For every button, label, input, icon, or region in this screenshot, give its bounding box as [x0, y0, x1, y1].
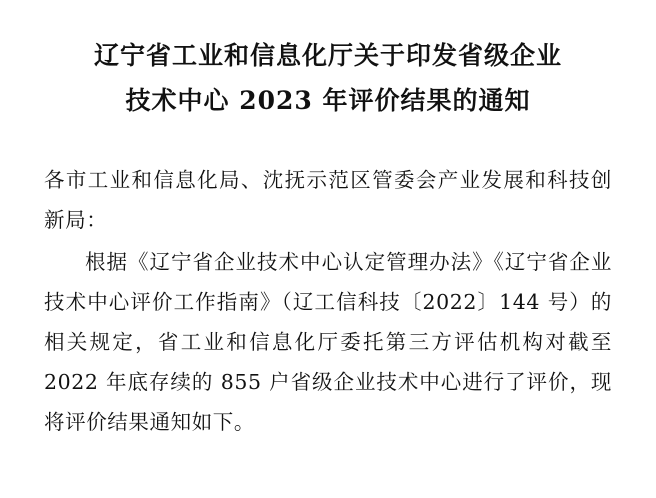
- page-title-line-2: 技术中心 2023 年评价结果的通知: [125, 85, 531, 115]
- addressee-paragraph: 各市工业和信息化局、沈抚示范区管委会产业发展和科技创新局：: [44, 168, 612, 232]
- main-body-paragraph: 根据《辽宁省企业技术中心认定管理办法》《辽宁省企业技术中心评价工作指南》（辽工信科技〔2022〕144 号）的相关规定，省工业和信息化厅委托第三方评估机构对截至 2022 年底存续的 855 户省级企业技术中心进行了评价，现将评价结果通知如下。: [44, 249, 612, 434]
- page-title-line-1: 辽宁省工业和信息化厅关于印发省级企业: [93, 41, 562, 70]
- page-title: [44, 34, 612, 123]
- document-body: [44, 161, 612, 443]
